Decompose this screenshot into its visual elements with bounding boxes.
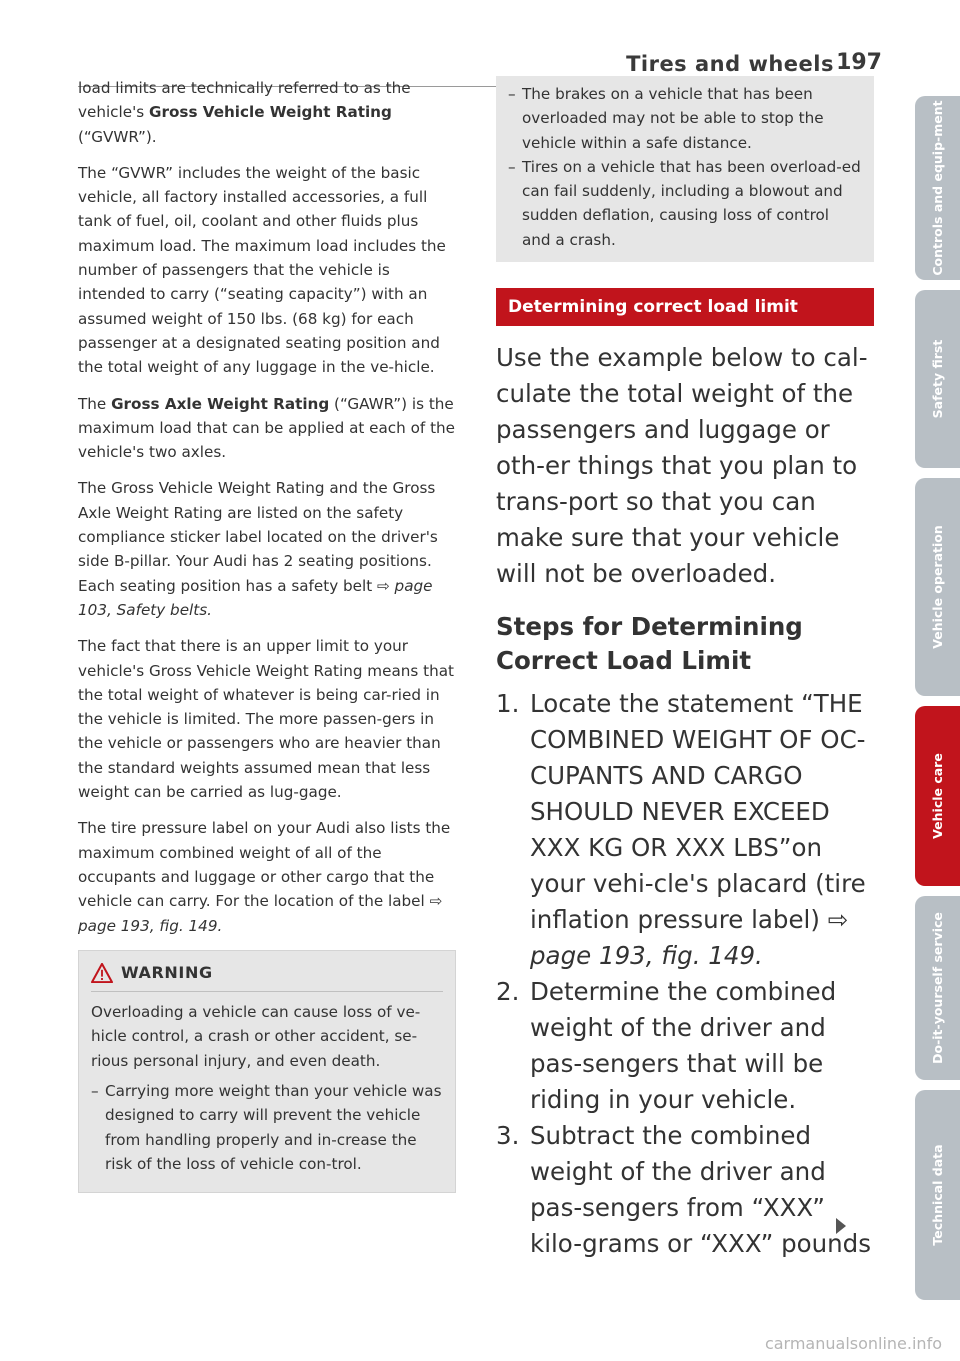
right-column: [496, 76, 874, 1262]
step-text: Subtract the combined weight of the driver and pas-sengers from “XXX” kilo-grams or “XXX” pounds: [530, 1121, 872, 1259]
warning-header: [91, 961, 443, 992]
bold-term: Gross Axle Weight Rating: [111, 394, 330, 413]
left-column: [78, 76, 456, 1193]
step-text: Determine the combined weight of the driver and pas-sengers that will be riding in your vehicle.: [530, 977, 837, 1115]
text: (“GVWR”).: [78, 127, 157, 146]
intro-paragraph: Use the example below to cal-culate the total weight of the passengers and luggage or oth-er things that you plan to trans-port so that you can make sure that your vehicle will not be overloaded.: [496, 343, 868, 589]
text: load limits are technically referred to as the vehicle's: [78, 79, 411, 122]
text: The Gross Vehicle Weight Rating and the Gross Axle Weight Rating are listed on the safety compliance sticker label located on the driver's side B-pillar. Your Audi has 2 seating positions. Each seating position has a safety belt: [78, 479, 438, 595]
continue-arrow-icon: [836, 1218, 846, 1234]
page-number: 197: [836, 50, 882, 75]
steps-heading: Steps for Determining Correct Load Limit: [496, 612, 803, 676]
list-item: – The brakes on a vehicle that has been overloaded may not be able to stop the vehicle within a safe distance.: [508, 82, 862, 155]
warning-list: [91, 1079, 443, 1176]
warning-continued-list: [508, 82, 862, 252]
paragraph-gawr: [78, 392, 456, 465]
list-item: – Carrying more weight than your vehicle was designed to carry will prevent the vehicle from handling properly and in-crease the risk of the loss of vehicle con-trol.: [91, 1079, 443, 1176]
side-tab-label: Controls and equip-ment: [929, 100, 945, 276]
warning-continued-box: [496, 76, 874, 262]
paragraph-tire-label: [78, 816, 456, 937]
paragraph-label-location: [78, 476, 456, 622]
side-tab-technical-data[interactable]: [915, 1090, 960, 1300]
step-number: 1.: [496, 689, 520, 719]
step-item: [496, 974, 874, 1118]
warning-triangle-icon: [91, 963, 113, 983]
side-tab-label: Vehicle care: [929, 753, 945, 839]
side-tab-safety[interactable]: [915, 290, 960, 468]
text: The tire pressure label on your Audi also lists the maximum combined weight of all of the occupants and luggage or other cargo that the vehicle can carry. For the location of the label: [78, 819, 451, 911]
watermark: carmanualsonline.info: [764, 1334, 942, 1353]
text: The: [78, 394, 112, 413]
side-tab-controls[interactable]: [915, 96, 960, 280]
step-item: [496, 1118, 874, 1262]
paragraph-gvwr-details: The “GVWR” includes the weight of the basic vehicle, all factory installed accessories, a full tank of fuel, oil, coolant and other fluids plus maximum load. The maximum load includes the number of passengers that the vehicle is intended to carry (“seating capacity”) with an assumed weight of 150 lbs. (68 kg) for each passenger at a designated seating position and the total weight of any luggage in the ve-hicle.: [78, 163, 446, 377]
bold-term: Gross Vehicle Weight Rating: [149, 103, 392, 122]
side-tab-operation[interactable]: [915, 478, 960, 696]
side-tab-label: Technical data: [929, 1144, 945, 1246]
text: (“GAWR”) is the maximum load that can be applied at each of the vehicle's two axles.: [78, 394, 456, 462]
chapter-title: Tires and wheels: [626, 52, 834, 76]
steps-list: [496, 686, 874, 1262]
paragraph-gvwr: [78, 76, 456, 149]
paragraph-upper-limit: The fact that there is an upper limit to your vehicle's Gross Vehicle Weight Rating means that the total weight of whatever is being car-ried in the vehicle is limited. The more passen-gers in the vehicle or passengers who are heavier than the standard weights assumed mean that less weight can be carried as lug-gage.: [78, 637, 454, 802]
step-item: [496, 686, 874, 974]
page-reference-link[interactable]: ⇨ page 193, fig. 149.: [78, 892, 443, 935]
side-tab-label: Do-it-yourself service: [929, 912, 945, 1064]
section-heading: Determining correct load limit: [496, 288, 874, 326]
list-item: – Tires on a vehicle that has been overload-ed can fail suddenly, including a blowout and sudden deflation, causing loss of control and a crash.: [508, 155, 862, 252]
side-tab-label: Safety first: [929, 339, 945, 419]
step-number: 2.: [496, 977, 520, 1007]
side-tab-diy-service[interactable]: [915, 896, 960, 1080]
warning-box: [78, 950, 456, 1193]
page-reference-link[interactable]: ⇨ page 103, Safety belts.: [78, 576, 433, 619]
side-tab-vehicle-care[interactable]: [915, 706, 960, 886]
side-tab-label: Vehicle operation: [929, 525, 945, 649]
step-number: 3.: [496, 1121, 520, 1151]
step-text: Locate the statement “THE COMBINED WEIGHT OF OC-CUPANTS AND CARGO SHOULD NEVER EXCEED XXX KG OR XXX LBS”on your vehi-cle's placard (tire inflation pressure label): [530, 689, 866, 935]
warning-intro: Overloading a vehicle can cause loss of ve-hicle control, a crash or other accident, se-rious personal injury, and even death.: [91, 1003, 421, 1070]
warning-title: WARNING: [121, 962, 213, 982]
page-reference-link[interactable]: ⇨ page 193, fig. 149.: [530, 905, 849, 971]
